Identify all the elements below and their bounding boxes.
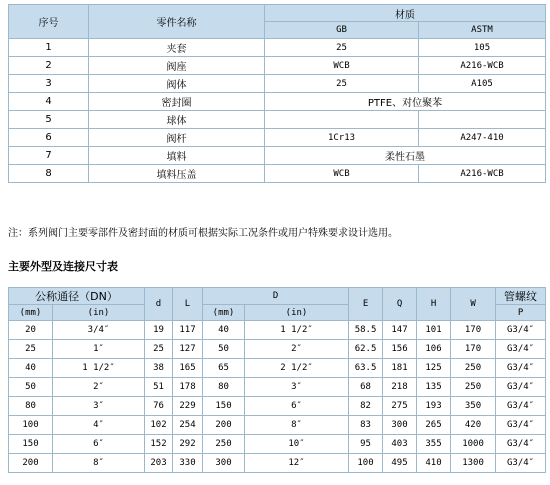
material-astm: A247-410 <box>419 129 546 147</box>
dims-cell-w: 350 <box>451 397 496 416</box>
header-d-small: d <box>145 288 173 321</box>
material-astm: 105 <box>419 39 546 57</box>
dims-cell-h: 125 <box>417 359 451 378</box>
dims-cell-din: 8″ <box>245 416 349 435</box>
dims-cell-e: 62.5 <box>349 340 383 359</box>
dims-cell-in: 3″ <box>53 397 145 416</box>
dims-cell-l: 127 <box>173 340 203 359</box>
dims-cell-q: 181 <box>383 359 417 378</box>
dims-cell-din: 3″ <box>245 378 349 397</box>
material-no: 8 <box>9 165 89 183</box>
dims-cell-dmm: 250 <box>203 435 245 454</box>
dims-cell-mm: 150 <box>9 435 53 454</box>
dims-row <box>9 378 546 397</box>
header-dn-in: (in) <box>53 305 145 321</box>
dims-row <box>9 359 546 378</box>
dims-cell-d: 38 <box>145 359 173 378</box>
dims-cell-h: 101 <box>417 321 451 340</box>
material-part: 球体 <box>89 111 265 129</box>
material-merged: 柔性石墨 <box>265 147 546 165</box>
dims-cell-d: 19 <box>145 321 173 340</box>
dims-cell-din: 2″ <box>245 340 349 359</box>
dims-cell-l: 165 <box>173 359 203 378</box>
material-row <box>9 39 546 57</box>
materials-table <box>8 4 546 183</box>
dims-cell-mm: 80 <box>9 397 53 416</box>
material-no: 6 <box>9 129 89 147</box>
material-gb: WCB <box>265 165 419 183</box>
dims-cell-h: 355 <box>417 435 451 454</box>
material-no: 7 <box>9 147 89 165</box>
dims-cell-e: 100 <box>349 454 383 473</box>
dims-cell-l: 330 <box>173 454 203 473</box>
dims-cell-e: 68 <box>349 378 383 397</box>
dims-cell-h: 265 <box>417 416 451 435</box>
dims-row <box>9 416 546 435</box>
dims-cell-q: 300 <box>383 416 417 435</box>
dims-cell-e: 83 <box>349 416 383 435</box>
dims-cell-dmm: 50 <box>203 340 245 359</box>
dims-cell-p: G3/4″ <box>496 359 546 378</box>
dims-cell-p: G3/4″ <box>496 416 546 435</box>
dims-cell-d: 203 <box>145 454 173 473</box>
header-material: 材质 <box>265 5 546 22</box>
dims-cell-in: 3/4″ <box>53 321 145 340</box>
dims-cell-l: 254 <box>173 416 203 435</box>
dims-cell-p: G3/4″ <box>496 340 546 359</box>
dims-cell-d: 102 <box>145 416 173 435</box>
dims-cell-p: G3/4″ <box>496 378 546 397</box>
dims-cell-in: 2″ <box>53 378 145 397</box>
header-p: P <box>496 305 546 321</box>
dims-cell-dmm: 65 <box>203 359 245 378</box>
dims-cell-dmm: 200 <box>203 416 245 435</box>
material-row <box>9 75 546 93</box>
dims-cell-h: 410 <box>417 454 451 473</box>
dims-row <box>9 435 546 454</box>
dims-cell-p: G3/4″ <box>496 454 546 473</box>
dims-cell-in: 1 1/2″ <box>53 359 145 378</box>
dims-cell-e: 63.5 <box>349 359 383 378</box>
material-no: 4 <box>9 93 89 111</box>
dims-cell-w: 420 <box>451 416 496 435</box>
header-w: W <box>451 288 496 321</box>
dims-cell-din: 1 1/2″ <box>245 321 349 340</box>
dims-cell-e: 82 <box>349 397 383 416</box>
dims-row <box>9 397 546 416</box>
header-e: E <box>349 288 383 321</box>
material-no: 5 <box>9 111 89 129</box>
dims-row <box>9 454 546 473</box>
dims-cell-w: 170 <box>451 321 496 340</box>
material-row <box>9 93 546 111</box>
dims-cell-w: 170 <box>451 340 496 359</box>
dims-cell-d: 51 <box>145 378 173 397</box>
dims-cell-e: 95 <box>349 435 383 454</box>
dims-cell-in: 8″ <box>53 454 145 473</box>
dims-cell-d: 152 <box>145 435 173 454</box>
dims-cell-h: 106 <box>417 340 451 359</box>
dims-cell-p: G3/4″ <box>496 321 546 340</box>
material-no: 1 <box>9 39 89 57</box>
dims-cell-l: 292 <box>173 435 203 454</box>
dims-cell-d: 76 <box>145 397 173 416</box>
dims-cell-dmm: 300 <box>203 454 245 473</box>
dims-cell-mm: 20 <box>9 321 53 340</box>
dims-cell-in: 6″ <box>53 435 145 454</box>
material-row <box>9 57 546 75</box>
material-row <box>9 147 546 165</box>
dims-cell-din: 10″ <box>245 435 349 454</box>
dims-row <box>9 340 546 359</box>
material-row <box>9 165 546 183</box>
material-part: 填料 <box>89 147 265 165</box>
dims-cell-mm: 200 <box>9 454 53 473</box>
dims-cell-e: 58.5 <box>349 321 383 340</box>
material-gb: 1Cr13 <box>265 129 419 147</box>
material-astm: A105 <box>419 75 546 93</box>
dims-cell-w: 1000 <box>451 435 496 454</box>
header-thread: 管螺纹 <box>496 288 546 305</box>
dims-cell-in: 4″ <box>53 416 145 435</box>
dims-cell-q: 495 <box>383 454 417 473</box>
dims-cell-din: 2 1/2″ <box>245 359 349 378</box>
header-dn: 公称通径（DN） <box>9 288 145 305</box>
dims-cell-q: 218 <box>383 378 417 397</box>
header-gb: GB <box>265 22 419 39</box>
material-gb <box>265 111 419 129</box>
dims-cell-q: 147 <box>383 321 417 340</box>
material-part: 夹套 <box>89 39 265 57</box>
material-no: 2 <box>9 57 89 75</box>
material-astm: A216-WCB <box>419 165 546 183</box>
dims-cell-dmm: 80 <box>203 378 245 397</box>
material-part: 填料压盖 <box>89 165 265 183</box>
header-d: D <box>203 288 349 305</box>
dims-cell-din: 12″ <box>245 454 349 473</box>
dims-cell-q: 275 <box>383 397 417 416</box>
dims-cell-l: 117 <box>173 321 203 340</box>
material-merged: PTFE、对位聚苯 <box>265 93 546 111</box>
dims-cell-mm: 40 <box>9 359 53 378</box>
material-note: 注：系列阀门主要零部件及密封面的材质可根据实际工况条件或用户特殊要求设计选用。 <box>8 228 398 239</box>
dimensions-table <box>8 287 546 473</box>
dims-cell-h: 193 <box>417 397 451 416</box>
dims-cell-p: G3/4″ <box>496 397 546 416</box>
header-no: 序号 <box>9 5 89 39</box>
header-q: Q <box>383 288 417 321</box>
dims-cell-d: 25 <box>145 340 173 359</box>
header-astm: ASTM <box>419 22 546 39</box>
material-astm: A216-WCB <box>419 57 546 75</box>
dims-cell-l: 178 <box>173 378 203 397</box>
header-h: H <box>417 288 451 321</box>
dims-cell-l: 229 <box>173 397 203 416</box>
dims-row <box>9 321 546 340</box>
dims-cell-mm: 50 <box>9 378 53 397</box>
dims-cell-h: 135 <box>417 378 451 397</box>
material-part: 阀座 <box>89 57 265 75</box>
dims-cell-q: 156 <box>383 340 417 359</box>
material-part: 阀杆 <box>89 129 265 147</box>
dims-cell-mm: 25 <box>9 340 53 359</box>
material-gb: 25 <box>265 39 419 57</box>
header-l: L <box>173 288 203 321</box>
dims-cell-w: 250 <box>451 378 496 397</box>
header-part: 零件名称 <box>89 5 265 39</box>
material-row <box>9 111 546 129</box>
material-row <box>9 129 546 147</box>
material-part: 阀体 <box>89 75 265 93</box>
dims-cell-din: 6″ <box>245 397 349 416</box>
dims-cell-q: 403 <box>383 435 417 454</box>
material-astm <box>419 111 546 129</box>
dims-cell-dmm: 40 <box>203 321 245 340</box>
header-dn-mm: (mm) <box>9 305 53 321</box>
material-no: 3 <box>9 75 89 93</box>
section-title: 主要外型及连接尺寸表 <box>8 260 118 273</box>
dims-cell-w: 1300 <box>451 454 496 473</box>
dims-cell-dmm: 150 <box>203 397 245 416</box>
header-d-mm: (mm) <box>203 305 245 321</box>
material-gb: WCB <box>265 57 419 75</box>
material-part: 密封圈 <box>89 93 265 111</box>
dims-cell-w: 250 <box>451 359 496 378</box>
dims-cell-p: G3/4″ <box>496 435 546 454</box>
dims-cell-mm: 100 <box>9 416 53 435</box>
material-gb: 25 <box>265 75 419 93</box>
dims-cell-in: 1″ <box>53 340 145 359</box>
header-d-in: (in) <box>245 305 349 321</box>
